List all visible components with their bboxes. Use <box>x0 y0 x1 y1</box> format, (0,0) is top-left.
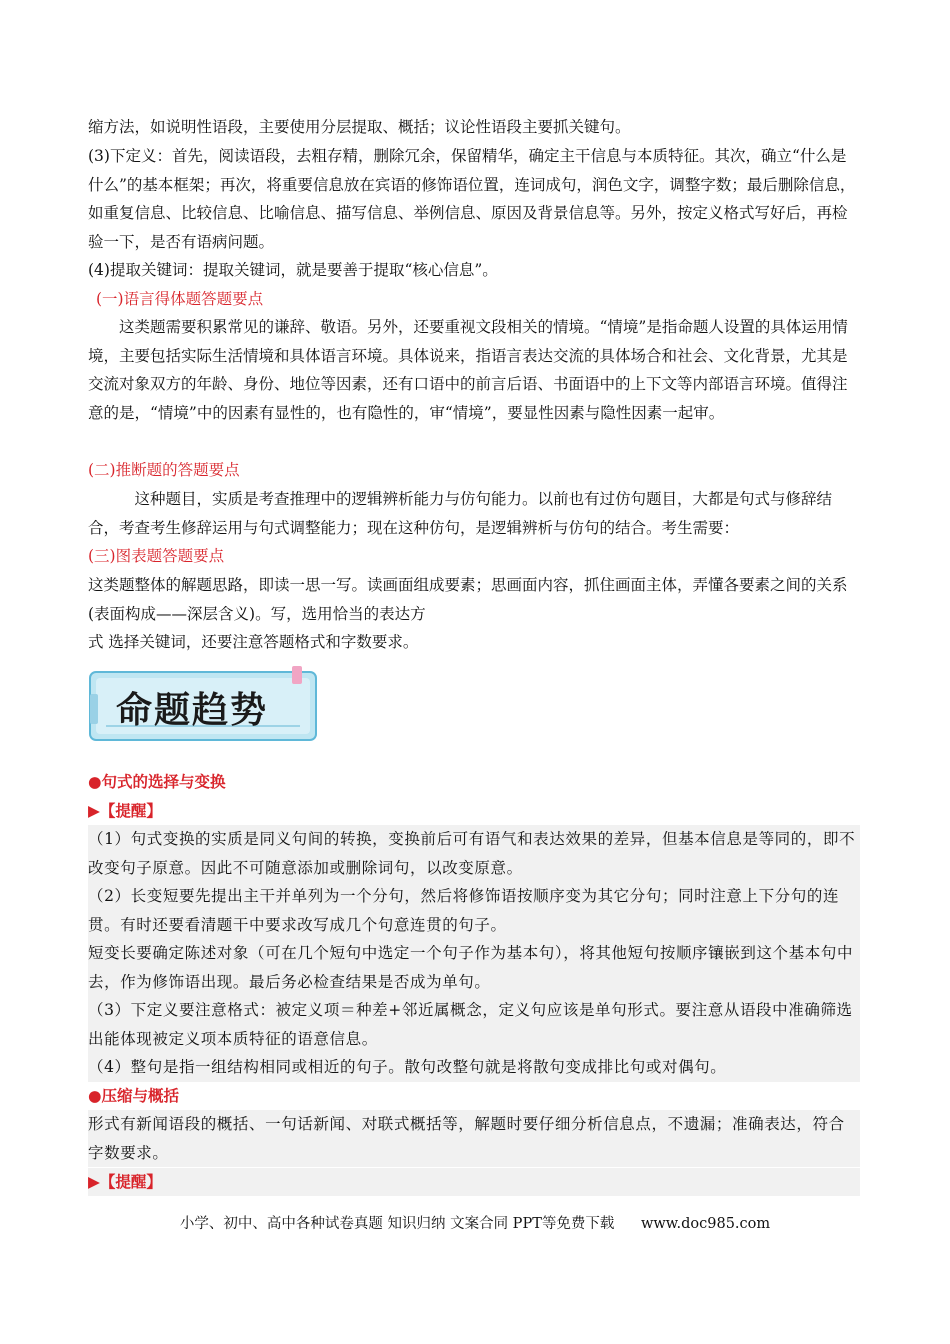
banner-trend <box>86 664 322 744</box>
paragraph-reminder-4: （3）下定义要注意格式：被定义项＝种差+邻近属概念，定义句应该是单句形式。要注意从语段中准确筛选出能体现被定义项本质特征的语意信息。 <box>88 996 860 1053</box>
paragraph-compress-method: 缩方法，如说明性语段，主要使用分层提取、概括；议论性语段主要抓关键句。 <box>88 118 631 136</box>
paragraph-definition: (3)下定义：首先，阅读语段，去粗存精，删除冗余，保留精华，确定主干信息与本质特征。其次，确立“什么是什么”的基本框架；再次，将重要信息放在宾语的修饰语位置，连词成句，润色文字，调整字数；最后删除信息，如重复信息、比较信息、比喻信息、描写信息、举例信息、原因及背景信息等。另外，按定义格式写好后，再检验一下，是否有语病问题。 <box>88 147 856 251</box>
paragraph-reminder-5: （4）整句是指一组结构相同或相近的句子。散句改整句就是将散句变成排比句或对偶句。 <box>88 1053 860 1082</box>
banner-title: 命题趋势 <box>116 690 269 731</box>
paragraph-chart-cont: 式 选择关键词，还要注意答题格式和字数要求。 <box>88 633 419 651</box>
section-heading-appropriate-language: (一)语言得体题答题要点 <box>96 290 264 308</box>
paragraph-reminder-2: （2）长变短要先提出主干并单列为一个分句，然后将修饰语按顺序变为其它分句；同时注意上下分句的连贯。有时还要看清题干中要求改写成几个句意连贯的句子。 <box>88 882 860 939</box>
section-heading-compress: ●压缩与概括 <box>88 1087 180 1105</box>
section-heading-inference: (二)推断题的答题要点 <box>88 461 240 479</box>
reminder-label-1: ▶【提醒】 <box>88 802 162 820</box>
footer-link[interactable]: www.doc985.com <box>640 1216 771 1232</box>
footer-text: 小学、初中、高中各种试卷真题 知识归纳 文案合同 PPT等免费下载 <box>179 1216 615 1232</box>
paragraph-appropriate-language: 这类题需要积累常见的谦辞、敬语。另外，还要重视文段相关的情境。“情境”是指命题人设置的具体运用情境，主要包括实际生活情境和具体语言环境。具体说来，指语言表达交流的具体场合和社会、文化背景，尤其是交流对象双方的年龄、身份、地位等因素，还有口语中的前言后语、书面语中的上下文等内部语言环境。值得注意的是，“情境”中的因素有显性的，也有隐性的，审“情境”，要显性因素与隐性因素一起审。 <box>88 318 848 422</box>
paragraph-reminder-1: （1）句式变换的实质是同义句间的转换，变换前后可有语气和表达效果的差异，但基本信息是等同的，即不改变句子原意。因此不可随意添加或删除词句，以改变原意。 <box>88 825 860 882</box>
page-footer <box>0 1212 950 1233</box>
section-heading-chart: (三)图表题答题要点 <box>88 547 225 565</box>
paragraph-keyword: (4)提取关键词：提取关键词，就是要善于提取“核心信息”。 <box>88 261 498 279</box>
paragraph-compress: 形式有新闻语段的概括、一句话新闻、对联式概括等，解题时要仔细分析信息点，不遗漏；准确表达，符合字数要求。 <box>88 1110 860 1167</box>
reminder-label-2: ▶【提醒】 <box>88 1168 860 1196</box>
paragraph-reminder-3: 短变长要确定陈述对象（可在几个短句中选定一个句子作为基本句），将其他短句按顺序镶嵌到这个基本句中去，作为修饰语出现。最后务必检查结果是否成为单句。 <box>88 939 860 996</box>
paragraph-inference: 这种题目，实质是考查推理中的逻辑辨析能力与仿句能力。以前也有过仿句题目，大都是句式与修辞结合，考查考生修辞运用与句式调整能力；现在这种仿句，是逻辑辨析与仿句的结合。考生需要： <box>88 490 833 537</box>
paragraph-chart: 这类题整体的解题思路，即读一思一写。读画面组成要素；思画面内容，抓住画面主体，弄懂各要素之间的关系(表面构成——深层含义)。写，选用恰当的表达方 <box>88 576 848 623</box>
section-heading-sentence-pattern: ●句式的选择与变换 <box>88 773 226 791</box>
